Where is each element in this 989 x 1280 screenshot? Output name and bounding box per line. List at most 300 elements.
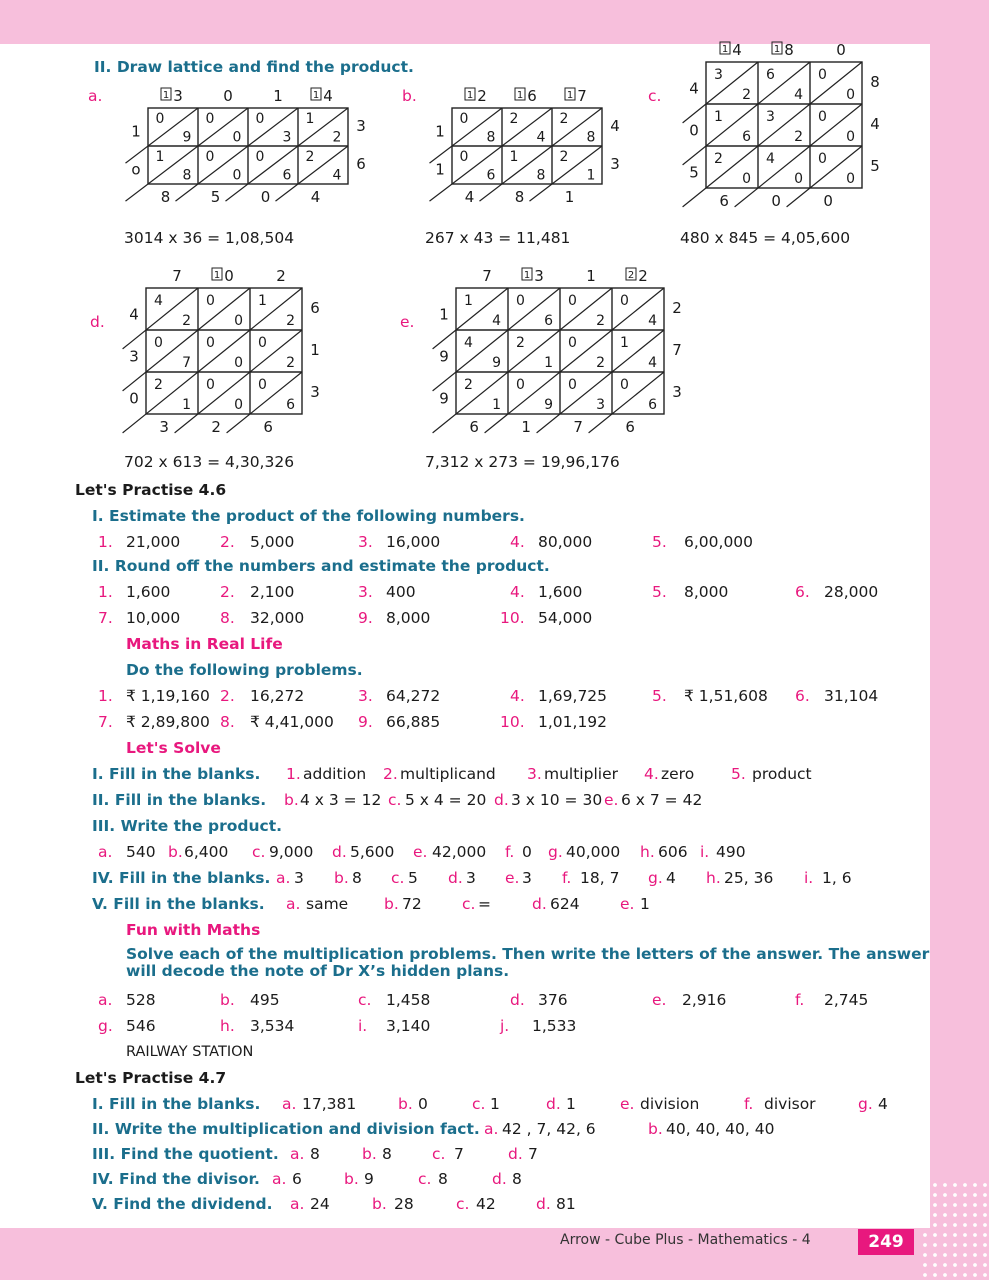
bottom-answer-digit: 0 [771,192,781,210]
cell-tens-digit: 0 [206,334,215,351]
lp47-q1-num: c. [472,1095,486,1113]
cell-tens-digit: 0 [620,292,629,309]
bottom-band [0,1228,989,1280]
fun-answer-num: g. [98,1017,113,1035]
left-answer-digit: 0 [129,389,139,408]
cell-tens-digit: 0 [818,108,827,125]
cell-units-digit: 6 [486,167,496,184]
solve-q1-num: 4. [644,765,659,783]
estimate-answer-value: 80,000 [538,533,593,551]
left-answer-digit: 3 [129,347,139,366]
cell-tens-digit: 2 [516,334,525,351]
lp47-q3-value: 8 [382,1145,392,1163]
real-life-answer-value: 66,885 [386,713,441,731]
lp47-q1-value: 0 [418,1095,428,1113]
bottom-answer-digit: 5 [210,188,221,206]
cell-units-digit: 9 [544,396,554,413]
fun-answer-num: b. [220,991,235,1009]
top-digit: 4 [323,87,333,105]
solve-q2-label: II. Fill in the blanks. [92,791,267,809]
solve-q1-value: zero [661,765,695,783]
cell-tens-digit: 0 [258,376,267,393]
lattice-b [420,76,640,216]
round-answer-value: 10,000 [126,609,181,627]
cell-tens-digit: 4 [464,334,473,351]
cell-units-digit: 6 [286,396,296,413]
lp47-q2-value: 40, 40, 40, 40 [666,1120,775,1138]
fun-instruction-line2: will decode the note of Dr X’s hidden plans. [126,962,510,980]
carry-digit: 1 [162,90,170,101]
cell-tens-digit: 1 [620,334,629,351]
cell-units-digit: 4 [794,86,804,103]
cell-units-digit: 9 [492,354,502,371]
cell-tens-digit: 0 [258,334,267,351]
lp47-q4-num: d. [492,1170,507,1188]
fun-answer-value: 376 [538,991,568,1009]
product-answer-value: 540 [126,843,156,861]
cell-units-digit: 2 [596,312,606,329]
cell-tens-digit: 0 [255,149,265,166]
round-answer-value: 8,000 [386,609,431,627]
real-life-answer-num: 4. [510,687,525,705]
lattice-e [420,262,690,442]
bottom-answer-digit: 0 [260,188,271,206]
product-answer-value: 40,000 [566,843,621,861]
cell-units-digit: 2 [742,86,752,103]
cell-units-digit: 7 [182,354,192,371]
solve-q5-value: same [306,895,349,913]
lp47-q5-num: b. [372,1195,387,1213]
top-digit: 7 [577,87,587,105]
real-life-answer-num: 6. [795,687,810,705]
result-e: 7,312 x 273 = 19,96,176 [425,453,620,471]
right-digit: 7 [672,341,682,360]
solve-q2-value: 6 x 7 = 42 [621,791,703,809]
estimate-answer-num: 5. [652,533,667,551]
real-life-answer-value: 1,69,725 [538,687,608,705]
cell-units-digit: 2 [286,312,296,329]
cell-tens-digit: 0 [818,66,827,83]
lp47-q5-value: 24 [310,1195,330,1213]
left-answer-digit: 4 [129,305,139,324]
lp47-q3-value: 7 [454,1145,464,1163]
solve-q4-num: d. [448,869,463,887]
lp47-q3-num: a. [290,1145,305,1163]
solve-q4-label: IV. Fill in the blanks. [92,869,271,887]
fun-answer-num: e. [652,991,667,1009]
round-answer-num: 7. [98,609,113,627]
real-life-answer-value: 16,272 [250,687,305,705]
cell-units-digit: 8 [536,167,546,184]
cell-tens-digit: 1 [305,111,315,128]
lp47-q3-value: 7 [528,1145,538,1163]
right-digit: 4 [870,115,880,134]
right-digit: 4 [610,116,620,135]
product-answer-num: a. [98,843,113,861]
round-answer-value: 2,100 [250,583,295,601]
round-answer-value: 1,600 [126,583,171,601]
cell-units-digit: 6 [544,312,554,329]
cell-units-digit: 3 [282,129,292,146]
cell-units-digit: 3 [596,396,606,413]
result-d: 702 x 613 = 4,30,326 [124,453,295,471]
bottom-answer-digit: 4 [464,188,475,206]
round-answer-value: 8,000 [684,583,729,601]
real-life-answer-value: 64,272 [386,687,441,705]
top-digit: 2 [477,87,487,105]
label-d: d. [90,313,105,331]
solve-q1-num: 1. [286,765,301,783]
lp47-q3-value: 8 [310,1145,320,1163]
solve-q4-num: c. [391,869,405,887]
cell-units-digit: 0 [742,170,752,187]
solve-q4-value: 25, 36 [724,869,774,887]
result-c: 480 x 845 = 4,05,600 [680,229,851,247]
bottom-answer-digit: 1 [564,188,575,206]
lp47-q1-value: 4 [878,1095,888,1113]
right-digit: 3 [310,383,320,402]
top-digit: 1 [586,267,596,285]
lp47-q2-num: b. [648,1120,663,1138]
fun-answer-value: 3,534 [250,1017,295,1035]
lattice-question-title: II. Draw lattice and find the product. [94,58,414,76]
lp47-q3-num: b. [362,1145,377,1163]
round-answer-value: 32,000 [250,609,305,627]
lp47-q1-num: f. [744,1095,754,1113]
round-answer-value: 1,600 [538,583,583,601]
right-digit: 6 [310,299,320,318]
cell-units-digit: 0 [794,170,804,187]
round-answer-num: 8. [220,609,235,627]
lp47-q4-value: 9 [364,1170,374,1188]
solve-q4-value: 3 [522,869,532,887]
carry-digit: 1 [773,44,781,55]
real-life-answer-value: ₹ 4,41,000 [250,713,334,731]
solve-q1-value: multiplicand [400,765,496,783]
cell-tens-digit: 0 [205,149,215,166]
round-answer-value: 400 [386,583,416,601]
fun-answer-value: 1,533 [532,1017,577,1035]
solve-q5-num: c. [462,895,476,913]
cell-units-digit: 6 [282,167,292,184]
cell-tens-digit: 2 [154,376,163,393]
left-answer-digit: 1 [435,122,445,141]
fun-answer-value: 495 [250,991,280,1009]
fun-answer-num: d. [510,991,525,1009]
lp47-q3-num: c. [432,1145,446,1163]
solve-q5-num: d. [532,895,547,913]
lp47-q4-value: 8 [512,1170,522,1188]
cell-units-digit: 0 [846,170,856,187]
bottom-answer-digit: 6 [469,418,479,436]
top-digit: 6 [527,87,537,105]
solve-q1-value: addition [303,765,367,783]
solve-q1-num: 3. [527,765,542,783]
cell-units-digit: 4 [492,312,502,329]
lp47-q2-num: a. [484,1120,499,1138]
solve-q4-num: a. [276,869,291,887]
real-life-answer-num: 3. [358,687,373,705]
lattice-a [100,76,390,216]
real-life-answer-value: ₹ 1,51,608 [684,687,768,705]
cell-tens-digit: 0 [516,292,525,309]
top-digit: 7 [172,267,182,285]
solve-q4-value: 1, 6 [822,869,852,887]
lp47-q3-label: III. Find the quotient. [92,1145,279,1163]
solve-q4-num: i. [804,869,814,887]
lp47-q4-value: 8 [438,1170,448,1188]
cell-units-digit: 1 [182,396,192,413]
fun-answer-value: 2,745 [824,991,869,1009]
lp46-q2: II. Round off the numbers and estimate the product. [92,557,550,575]
real-life-answer-value: ₹ 2,89,800 [126,713,210,731]
fun-answer-num: c. [358,991,372,1009]
left-answer-digit: 5 [689,163,699,182]
lp47-q5-value: 28 [394,1195,414,1213]
cell-units-digit: 9 [182,129,192,146]
cell-units-digit: 0 [234,354,244,371]
right-digit: 1 [310,341,320,360]
cell-tens-digit: 0 [568,334,577,351]
solve-q5-value: = [478,895,491,913]
cell-units-digit: 4 [332,167,342,184]
solve-q2-num: d. [494,791,509,809]
bottom-answer-digit: 8 [160,188,171,206]
solve-q2-value: 5 x 4 = 20 [405,791,487,809]
fun-answer-num: f. [795,991,805,1009]
product-answer-value: 6,400 [184,843,229,861]
cell-tens-digit: 1 [155,149,165,166]
lp47-q2-label: II. Write the multiplication and division fact. [92,1120,480,1138]
bottom-answer-digit: 3 [159,418,169,436]
cell-units-digit: 2 [332,129,342,146]
cell-units-digit: 1 [586,167,596,184]
lp47-q1-num: d. [546,1095,561,1113]
bottom-answer-digit: 8 [514,188,525,206]
lp47-q1-value: 1 [566,1095,576,1113]
carry-digit: 1 [312,90,320,101]
cell-units-digit: 0 [846,128,856,145]
cell-tens-digit: 4 [766,150,775,167]
cell-units-digit: 2 [286,354,296,371]
cell-tens-digit: 1 [714,108,723,125]
cell-tens-digit: 0 [206,376,215,393]
solve-q5-num: b. [384,895,399,913]
top-digit: 8 [784,41,794,59]
cell-tens-digit: 2 [464,376,473,393]
lp47-q5-value: 81 [556,1195,576,1213]
top-digit: 0 [224,267,234,285]
cell-units-digit: 8 [486,129,496,146]
real-life-answer-num: 8. [220,713,235,731]
label-c: c. [648,87,662,105]
product-answer-num: d. [332,843,347,861]
lp47-q1-value: 1 [490,1095,500,1113]
top-digit: 3 [534,267,544,285]
bottom-answer-digit: 4 [310,188,321,206]
round-answer-num: 5. [652,583,667,601]
carry-digit: 1 [466,90,474,101]
solve-q4-num: e. [505,869,520,887]
estimate-answer-num: 4. [510,533,525,551]
real-life-answer-num: 9. [358,713,373,731]
cell-units-digit: 6 [648,396,658,413]
solve-q1-num: 2. [383,765,398,783]
right-digit: 8 [870,73,880,92]
real-life-answer-value: 1,01,192 [538,713,608,731]
fun-answer-num: h. [220,1017,235,1035]
lattice-d [110,262,330,442]
round-answer-num: 10. [500,609,525,627]
lp47-q4-num: b. [344,1170,359,1188]
carry-digit: 1 [516,90,524,101]
round-answer-value: 54,000 [538,609,593,627]
lp47-q5-num: c. [456,1195,470,1213]
left-answer-digit: 9 [439,347,449,366]
solve-q4-num: h. [706,869,721,887]
lp47-q5-value: 42 [476,1195,496,1213]
result-a: 3014 x 36 = 1,08,504 [124,229,295,247]
fun-instruction-line1: Solve each of the multiplication problems. Then write the letters of the answer. The answer [126,945,930,963]
bottom-answer-digit: 2 [211,418,221,436]
bottom-answer-digit: 6 [263,418,273,436]
cell-tens-digit: 2 [714,150,723,167]
right-digit: 3 [356,116,366,135]
product-answer-value: 9,000 [269,843,314,861]
top-digit: 2 [638,267,648,285]
fun-answer-value: 1,458 [386,991,431,1009]
round-answer-num: 4. [510,583,525,601]
product-answer-num: c. [252,843,266,861]
lp47-q1-num: b. [398,1095,413,1113]
fun-answer-value: 528 [126,991,156,1009]
estimate-answer-num: 2. [220,533,235,551]
lets-solve-heading: Let's Solve [126,739,221,757]
product-answer-num: e. [413,843,428,861]
carry-digit: 1 [721,44,729,55]
cell-tens-digit: 3 [766,108,775,125]
solve-q4-num: f. [562,869,572,887]
lp47-q4-value: 6 [292,1170,302,1188]
lp47-q5-label: V. Find the dividend. [92,1195,273,1213]
result-b: 267 x 43 = 11,481 [425,229,571,247]
cell-tens-digit: 0 [568,292,577,309]
lp47-heading: Let's Practise 4.7 [75,1069,227,1087]
cell-tens-digit: 3 [714,66,723,83]
real-life-answer-num: 10. [500,713,525,731]
cell-tens-digit: 1 [509,149,519,166]
lp47-q5-num: a. [290,1195,305,1213]
lp47-q4-num: c. [418,1170,432,1188]
cell-units-digit: 0 [232,167,242,184]
bottom-answer-digit: 6 [625,418,635,436]
top-digit: 2 [276,267,286,285]
solve-q4-value: 18, 7 [580,869,620,887]
fun-answer: RAILWAY STATION [126,1044,254,1060]
right-digit: 2 [672,299,682,318]
solve-q2-num: c. [388,791,402,809]
cell-tens-digit: 0 [818,150,827,167]
cell-units-digit: 0 [234,396,244,413]
cell-units-digit: 2 [182,312,192,329]
solve-q5-value: 1 [640,895,650,913]
solve-q5-num: e. [620,895,635,913]
solve-q5-value: 72 [402,895,422,913]
solve-q5-value: 624 [550,895,580,913]
round-answer-value: 28,000 [824,583,879,601]
product-answer-value: 606 [658,843,688,861]
footer-book-title: Arrow - Cube Plus - Mathematics - 4 [560,1232,811,1248]
product-answer-num: g. [548,843,563,861]
solve-q1-value: product [752,765,812,783]
round-answer-num: 9. [358,609,373,627]
cell-tens-digit: 4 [154,292,163,309]
bottom-answer-digit: 6 [719,192,729,210]
cell-tens-digit: 0 [154,334,163,351]
cell-units-digit: 2 [794,128,804,145]
cell-units-digit: 8 [182,167,192,184]
solve-q3-label: III. Write the product. [92,817,283,835]
cell-tens-digit: 2 [509,111,519,128]
right-digit: 3 [610,154,620,173]
cell-tens-digit: 0 [255,111,265,128]
top-digit: 1 [273,87,283,105]
cell-tens-digit: 0 [620,376,629,393]
cell-units-digit: 1 [544,354,554,371]
carry-digit: 1 [213,270,221,281]
left-answer-digit: o [131,160,141,179]
fun-answer-value: 546 [126,1017,156,1035]
cell-tens-digit: 0 [155,111,165,128]
carry-digit: 1 [523,270,531,281]
lp47-q1-num: a. [282,1095,297,1113]
right-digit: 5 [870,157,880,176]
cell-units-digit: 1 [492,396,502,413]
real-life-answer-num: 1. [98,687,113,705]
solve-q1-label: I. Fill in the blanks. [92,765,261,783]
cell-tens-digit: 0 [459,111,469,128]
product-answer-num: i. [700,843,710,861]
lp47-q1-value: division [640,1095,700,1113]
product-answer-value: 0 [522,843,532,861]
cell-tens-digit: 0 [516,376,525,393]
solve-q4-value: 8 [352,869,362,887]
bottom-answer-digit: 1 [521,418,531,436]
lp46-heading: Let's Practise 4.6 [75,481,227,499]
estimate-answer-value: 6,00,000 [684,533,754,551]
label-b: b. [402,87,417,105]
cell-tens-digit: 2 [305,149,315,166]
right-digit: 3 [672,383,682,402]
lp47-q1-num: g. [858,1095,873,1113]
cell-tens-digit: 0 [205,111,215,128]
left-answer-digit: 4 [689,79,699,98]
solve-q4-value: 3 [294,869,304,887]
product-answer-num: h. [640,843,655,861]
lp47-q5-num: d. [536,1195,551,1213]
cell-tens-digit: 0 [459,149,469,166]
solve-q2-value: 3 x 10 = 30 [511,791,603,809]
lp47-q4-label: IV. Find the divisor. [92,1170,260,1188]
solve-q1-value: multiplier [544,765,618,783]
fun-answer-num: a. [98,991,113,1009]
lp47-q3-num: d. [508,1145,523,1163]
cell-units-digit: 8 [586,129,596,146]
round-answer-num: 6. [795,583,810,601]
left-answer-digit: 0 [689,121,699,140]
solve-q4-num: b. [334,869,349,887]
cell-units-digit: 4 [536,129,546,146]
